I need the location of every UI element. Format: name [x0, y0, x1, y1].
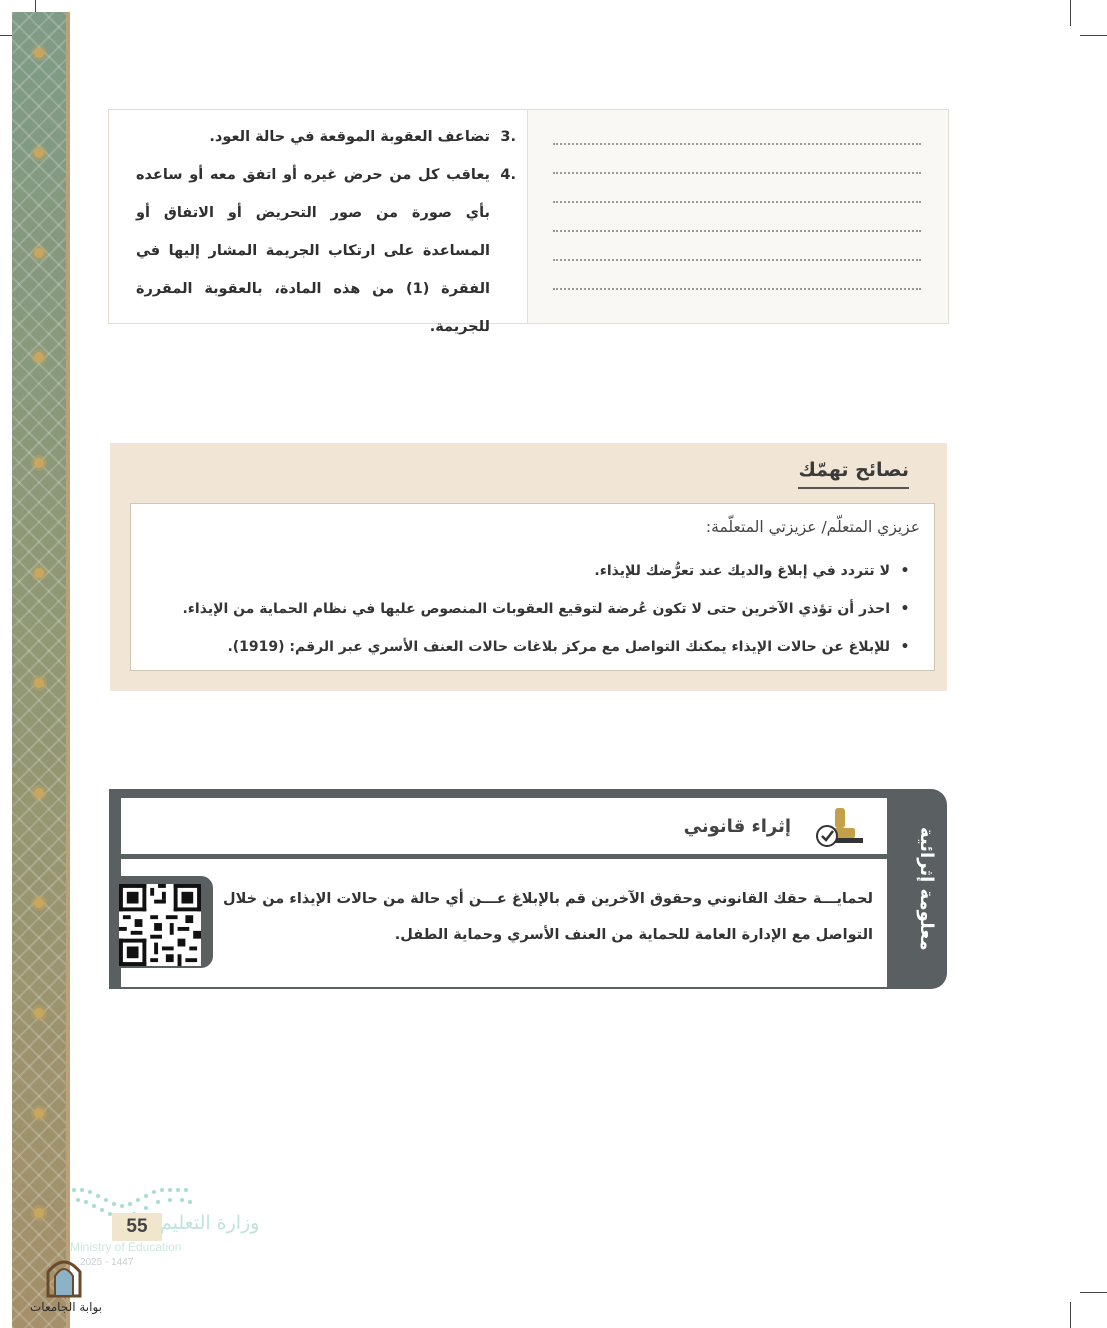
tips-list [143, 552, 920, 666]
law-item-number: .4 [500, 167, 516, 183]
edition-year: 2025 - 1447 [80, 1257, 134, 1268]
enrichment-header [121, 798, 887, 854]
portal-label: بوابة الجامعات [30, 1300, 103, 1314]
tip-text: للإبلاغ عن حالات الإيذاء يمكنك التواصل مع مركز بلاغات حالات العنف الأسري عبر الرقم: (1919). [227, 639, 890, 655]
law-item-number: .3 [500, 129, 516, 145]
qr-code[interactable] [119, 884, 201, 966]
crop-mark [1070, 1302, 1071, 1328]
crop-mark [1070, 0, 1071, 26]
law-item-text: تضاعف العقوبة الموقعة في حالة العود. [209, 129, 490, 145]
ministry-name-english: Ministry of Education [70, 1240, 182, 1254]
writing-line[interactable] [553, 288, 921, 290]
enrichment-title: إثراء قانوني [683, 816, 791, 837]
tips-title: نصائح تهمّك [798, 459, 909, 489]
enrichment-tab-label: معلومة إثرائية [916, 827, 937, 951]
enrichment-tab [897, 789, 947, 989]
list-item: •احذر أن تؤذي الآخرين حتى لا تكون عُرضة لتوقيع العقوبات المنصوص عليها في نظام الحماية من الإيذاء. [182, 601, 910, 617]
enrichment-text: لحمايـــة حقك القانوني وحقوق الآخرين قم بالإبلاغ عـــن أي حالة من حالات الإيذاء من خلال التواصل مع الإدارة العامة للحماية من العنف الأسري وحماية الطفل. [223, 891, 873, 943]
tips-greeting: عزيزي المتعلّم/ عزيزتي المتعلّمة: [705, 518, 920, 536]
law-item-text: يعاقب كل من حرض غيره أو اتفق معه أو ساعده بأي صورة من صور التحريض أو الاتفاق أو المساعدة على ارتكاب الجريمة المشار إليها في الفقرة (1) من هذه المادة، بالعقوبة المقررة للجريمة. [136, 167, 490, 335]
decorative-side-border [12, 12, 66, 1328]
qr-code-holder [109, 876, 213, 968]
writing-line[interactable] [553, 172, 921, 174]
writing-line[interactable] [553, 201, 921, 203]
crop-mark [1080, 1292, 1107, 1293]
tip-text: لا تتردد في إبلاغ والديك عند تعرُّضك للإيذاء. [594, 563, 890, 579]
list-item: •للإبلاغ عن حالات الإيذاء يمكنك التواصل مع مركز بلاغات حالات العنف الأسري عبر الرقم: (1919). [227, 639, 910, 655]
writing-line[interactable] [553, 230, 921, 232]
list-item: •لا تتردد في إبلاغ والديك عند تعرُّضك للإيذاء. [594, 563, 910, 579]
writing-line[interactable] [553, 259, 921, 261]
crop-mark [1080, 35, 1107, 36]
tips-content [130, 503, 935, 671]
page-number: 55 [112, 1213, 162, 1241]
stamp-check-icon [815, 806, 865, 850]
writing-lines [109, 109, 948, 322]
portal-logo-icon [44, 1254, 84, 1298]
tips-box [110, 443, 947, 691]
legal-enrichment-box [109, 789, 947, 989]
writing-line[interactable] [553, 143, 921, 145]
tip-text: احذر أن تؤذي الآخرين حتى لا تكون عُرضة لتوقيع العقوبات المنصوص عليها في نظام الحماية من الإيذاء. [182, 601, 890, 617]
ministry-name-arabic: وزارة التعليم [160, 1212, 260, 1234]
enrichment-body [121, 859, 887, 987]
side-border-edge [66, 12, 70, 1328]
